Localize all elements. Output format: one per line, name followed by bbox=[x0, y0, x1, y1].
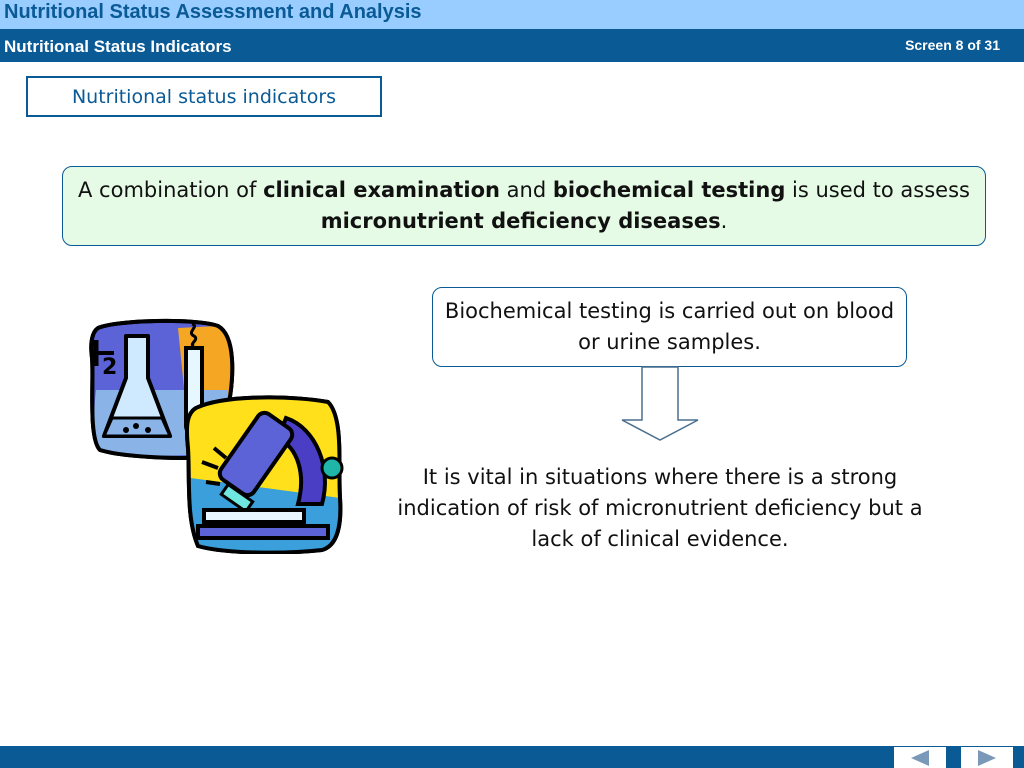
svg-text:2: 2 bbox=[102, 355, 118, 380]
biochemical-text: Biochemical testing is carried out on blood or urine samples. bbox=[444, 299, 895, 354]
intro-text-part: is used to assess bbox=[785, 178, 970, 202]
microscope-icon bbox=[187, 397, 342, 552]
intro-bold-term: clinical examination bbox=[263, 178, 500, 202]
footer-bar bbox=[0, 746, 1024, 768]
topic-label: Nutritional status indicators bbox=[71, 85, 337, 108]
intro-text-part: and bbox=[499, 178, 553, 202]
next-screen-button[interactable] bbox=[961, 747, 1013, 768]
course-title: Nutritional Status Assessment and Analysis bbox=[4, 1, 422, 23]
intro-text bbox=[74, 175, 974, 237]
lab-science-illustration bbox=[86, 318, 346, 554]
screen-counter: Screen 8 of 31 bbox=[905, 37, 1000, 53]
section-header-bar bbox=[0, 29, 1024, 62]
previous-screen-button[interactable] bbox=[894, 747, 946, 768]
section-title: Nutritional Status Indicators bbox=[4, 37, 232, 56]
intro-callout bbox=[62, 166, 986, 246]
triangle-right-icon bbox=[969, 749, 1005, 767]
arrow-down-icon bbox=[620, 366, 702, 442]
topic-box bbox=[26, 76, 382, 117]
intro-text-part: . bbox=[720, 209, 728, 233]
intro-bold-term: biochemical testing bbox=[552, 178, 786, 202]
course-title-bar bbox=[0, 0, 1024, 29]
intro-bold-term: micronutrient deficiency diseases bbox=[320, 209, 721, 233]
triangle-left-icon bbox=[902, 749, 938, 767]
biochemical-callout bbox=[432, 287, 907, 367]
vital-text: It is vital in situations where there is a strong indication of risk of micronutrient deficiency but a lack of clinical evidence. bbox=[397, 465, 923, 551]
intro-text-part: A combination of bbox=[78, 178, 264, 202]
